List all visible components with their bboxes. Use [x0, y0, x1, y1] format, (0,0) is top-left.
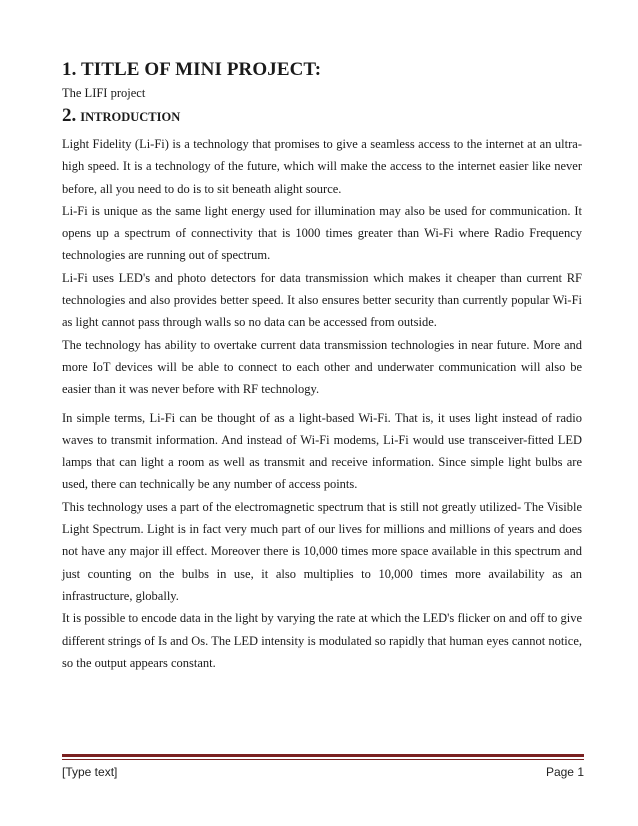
paragraph-5: In simple terms, Li-Fi can be thought of as a light-based Wi-Fi. That is, it uses light instead of radio waves to transmit information. And instead of Wi-Fi modems, Li-Fi would use transceiver-fitted LED lamps that can light a room as well as transmit and receive information. Since simple light bulbs are used, there can technically be any number of access points.: [62, 410, 582, 492]
paragraph-6: This technology uses a part of the electromagnetic spectrum that is still not greatly utilized- The Visible Light Spectrum. Light is in fact very much part of our lives for millions and millions of years and does not have any major ill effect. Moreover there is 10,000 times more space available in this spectrum and just counting on the bulbs in use, it also multiplies to 10,000 times more availability as an infrastructure, globally.: [62, 499, 582, 603]
section-title-heading: 1. TITLE OF MINI PROJECT:: [62, 59, 322, 80]
footer-placeholder-text: [Type text]: [62, 765, 118, 779]
paragraph-7: It is possible to encode data in the light by varying the rate at which the LED's flicker on and off to give different strings of Is and Os. The LED intensity is modulated so rapidly that human eyes cannot notice, so the output appears constant.: [62, 611, 582, 670]
introduction-heading-number: 2.: [62, 105, 77, 126]
introduction-body: [62, 133, 582, 674]
page-footer: [62, 765, 584, 779]
footer-rule-thin: [62, 759, 584, 760]
paragraph-2: Li-Fi is unique as the same light energy used for illumination may also be used for communication. It opens up a spectrum of connectivity that is 1000 times greater than Wi-Fi where Radio Frequency technologies are running out of spectrum.: [62, 203, 582, 263]
introduction-heading: [62, 105, 582, 128]
project-name: The LIFI project: [62, 86, 146, 100]
paragraph-1: Light Fidelity (Li-Fi) is a technology that promises to give a seamless access to the internet at an ultra-high speed. It is a technology of the future, which will make the access to the internet easier like never before, all you need to do is to sit beneath alight source.: [62, 137, 582, 196]
introduction-heading-text: INTRODUCTION: [80, 110, 181, 124]
paragraph-4: The technology has ability to overtake current data transmission technologies in near future. More and more IoT devices will be able to connect to each other and underwater communication will also be easier than it was never before with RF technology.: [62, 337, 582, 397]
footer-rule-thick: [62, 754, 584, 757]
page-number: Page 1: [545, 765, 584, 779]
paragraph-3: Li-Fi uses LED's and photo detectors for data transmission which makes it cheaper than current RF technologies and also provides better speed. It also ensures better security than currently popular Wi-Fi as light cannot pass through walls so no data can be accessed from outside.: [62, 270, 582, 330]
page-content: [62, 58, 582, 674]
